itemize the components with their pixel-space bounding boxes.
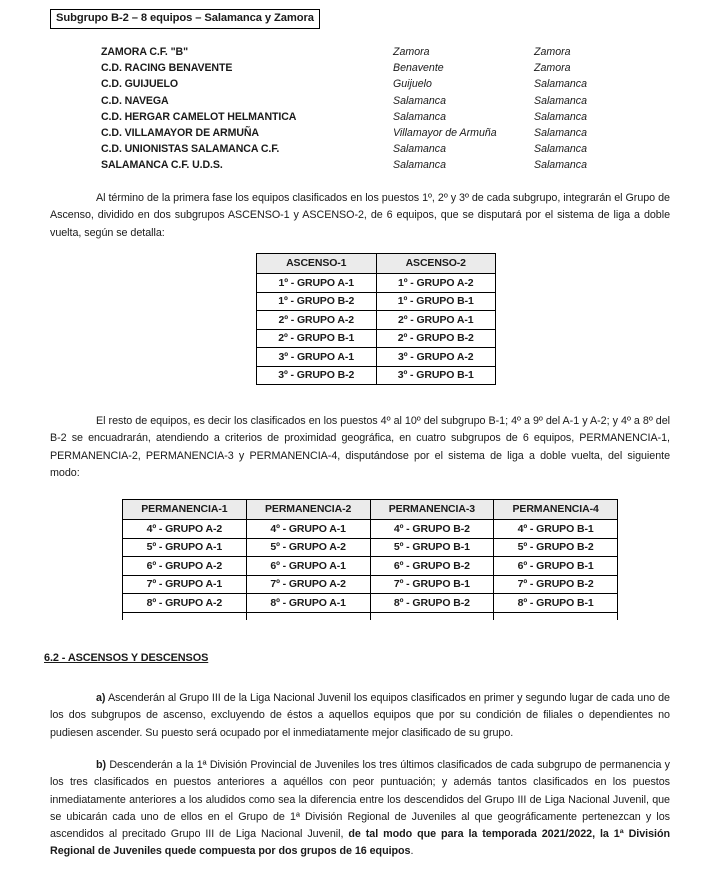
paragraph-permanencia-intro xyxy=(50,413,670,482)
item-b-text-part2: . xyxy=(410,845,414,858)
permanencia-cell: 5º - GRUPO B-2 xyxy=(494,538,618,557)
permanencia-cell xyxy=(246,612,370,620)
ascenso-cell: 1º - GRUPO B-2 xyxy=(257,292,377,311)
team-city: Zamora xyxy=(393,46,430,58)
permanencia-column-header: PERMANENCIA-3 xyxy=(370,500,494,520)
team-name: C.D. HERGAR CAMELOT HELMANTICA xyxy=(101,110,297,123)
ascenso-column-header: ASCENSO-1 xyxy=(257,254,377,274)
permanencia-cell: 8º - GRUPO A-1 xyxy=(246,594,370,613)
permanencia-cell: 4º - GRUPO B-2 xyxy=(370,520,494,539)
paragraph-item-b xyxy=(50,757,670,861)
permanencia-cell: 5º - GRUPO A-1 xyxy=(123,538,247,557)
ascenso-cell: 2º - GRUPO A-2 xyxy=(257,311,377,330)
team-province: Zamora xyxy=(534,46,571,58)
permanencia-cell: 8º - GRUPO B-2 xyxy=(370,594,494,613)
item-b-text-part1: Descenderán a la 1ª División Provincial de Juveniles los tres últimos clasificados de cada subgrupo de permanencia y los tres clasificados en puestos anteriores a aquéllos con peor puntuación; y además tantos clasificados en los puestos inmediatamente anteriores a los aludidos como sea la diferencia entre los descendidos del Grupo III de Liga Nacional Juvenil, que se ubicarán cada uno de ellos en el Grupo de 1ª División Regional de Juveniles al que geográficamente pertenezcan y los ascendidos al precitado Grupo III de Liga Nacional Juvenil, xyxy=(50,759,670,841)
team-name: SALAMANCA C.F. U.D.S. xyxy=(101,159,223,172)
permanencia-cell: 6º - GRUPO B-2 xyxy=(370,557,494,576)
paragraph-item-a xyxy=(50,690,670,742)
item-b-label: b) xyxy=(96,759,107,771)
permanencia-cell xyxy=(494,612,618,620)
team-row xyxy=(0,159,720,175)
paragraph-ascenso-intro xyxy=(50,190,670,242)
ascenso-row xyxy=(257,348,496,367)
permanencia-header-row xyxy=(123,500,618,520)
team-city: Salamanca xyxy=(393,110,446,123)
permanencia-column-header: PERMANENCIA-1 xyxy=(123,500,247,520)
permanencia-cell: 8º - GRUPO A-2 xyxy=(123,594,247,613)
team-name: C.D. RACING BENAVENTE xyxy=(101,62,233,75)
team-row xyxy=(0,62,720,78)
permanencia-row xyxy=(123,575,618,594)
team-province: Zamora xyxy=(534,62,571,75)
item-a-label: a) xyxy=(96,692,106,704)
section-heading-62: 6.2 - ASCENSOS Y DESCENSOS xyxy=(44,652,209,664)
permanencia-row xyxy=(123,520,618,539)
ascenso-table-head xyxy=(257,254,496,274)
ascenso-column-header: ASCENSO-2 xyxy=(376,254,496,274)
ascenso-table xyxy=(256,253,496,385)
team-name: C.D. NAVEGA xyxy=(101,94,169,107)
ascenso-cell: 2º - GRUPO A-1 xyxy=(376,311,496,330)
paragraph-ascenso-intro-text: Al término de la primera fase los equipos clasificados en los puestos 1º, 2º y 3º de cada subgrupo, integrarán el Grupo de Ascenso, dividido en dos subgrupos ASCENSO-1 y ASCENSO-2, de 6 equipos, que se disputará por el sistema de liga a doble vuelta, según se detalla: xyxy=(50,192,670,239)
team-row xyxy=(0,46,720,62)
ascenso-header-row xyxy=(257,254,496,274)
permanencia-cell: 7º - GRUPO B-1 xyxy=(370,575,494,594)
ascenso-row xyxy=(257,292,496,311)
permanencia-cell xyxy=(123,612,247,620)
team-city: Villamayor de Armuña xyxy=(393,126,497,139)
ascenso-cell: 3º - GRUPO B-1 xyxy=(376,366,496,385)
ascenso-cell: 1º - GRUPO B-1 xyxy=(376,292,496,311)
team-row xyxy=(0,95,720,111)
permanencia-row xyxy=(123,538,618,557)
team-province: Salamanca xyxy=(534,159,587,172)
permanencia-cell: 6º - GRUPO B-1 xyxy=(494,557,618,576)
team-name: C.D. UNIONISTAS SALAMANCA C.F. xyxy=(101,143,280,156)
team-province: Salamanca xyxy=(534,78,587,91)
permanencia-partial-row xyxy=(123,612,618,620)
team-city: Benavente xyxy=(393,62,444,75)
team-province: Salamanca xyxy=(534,110,587,123)
ascenso-cell: 3º - GRUPO B-2 xyxy=(257,366,377,385)
permanencia-cell: 4º - GRUPO A-2 xyxy=(123,520,247,539)
permanencia-cell: 4º - GRUPO A-1 xyxy=(246,520,370,539)
permanencia-cell: 7º - GRUPO B-2 xyxy=(494,575,618,594)
permanencia-column-header: PERMANENCIA-2 xyxy=(246,500,370,520)
permanencia-cell: 6º - GRUPO A-1 xyxy=(246,557,370,576)
ascenso-table-body xyxy=(257,274,496,385)
team-row xyxy=(0,111,720,127)
subgroup-title-box: Subgrupo B-2 – 8 equipos – Salamanca y Zamora xyxy=(50,9,320,29)
paragraph-permanencia-intro-text: El resto de equipos, es decir los clasificados en los puestos 4º al 10º del subgrupo B-1; 4º a 9º del A-1 y A-2; y 4º a 8º del B-2 se encuadrarán, atendiendo a criterios de proximidad geográfica, en cuatro subgrupos de 6 equipos, PERMANENCIA-1, PERMANENCIA-2, PERMANENCIA-3 y PERMANENCIA-4, disputándose por el sistema de liga a doble vuelta, del siguiente modo: xyxy=(50,415,670,479)
permanencia-cell: 5º - GRUPO A-2 xyxy=(246,538,370,557)
team-name: C.D. VILLAMAYOR DE ARMUÑA xyxy=(101,126,259,139)
team-city: Salamanca xyxy=(393,143,446,156)
permanencia-table-body xyxy=(123,520,618,620)
team-row xyxy=(0,127,720,143)
permanencia-cell: 5º - GRUPO B-1 xyxy=(370,538,494,557)
team-city: Salamanca xyxy=(393,94,446,107)
permanencia-row xyxy=(123,594,618,613)
team-row xyxy=(0,78,720,94)
team-name: C.D. GUIJUELO xyxy=(101,78,178,91)
permanencia-cell: 8º - GRUPO B-1 xyxy=(494,594,618,613)
ascenso-cell: 3º - GRUPO A-1 xyxy=(257,348,377,367)
permanencia-cell xyxy=(370,612,494,620)
permanencia-table xyxy=(122,499,618,620)
teams-list xyxy=(0,46,720,176)
team-province: Salamanca xyxy=(534,94,587,107)
team-city: Salamanca xyxy=(393,159,446,172)
permanencia-column-header: PERMANENCIA-4 xyxy=(494,500,618,520)
ascenso-cell: 1º - GRUPO A-1 xyxy=(257,274,377,293)
permanencia-table-head xyxy=(123,500,618,520)
item-a-text: Ascenderán al Grupo III de la Liga Nacional Juvenil los equipos clasificados en primer y segundo lugar de cada uno de los dos subgrupos de ascenso, excluyendo de éstos a aquellos equipos que por su condición de filiales o dependientes no pudiesen ascender. Su puesto será ocupado por el inmediatamente mejor clasificado de su grupo. xyxy=(50,692,670,739)
team-row xyxy=(0,143,720,159)
ascenso-row xyxy=(257,329,496,348)
ascenso-row xyxy=(257,311,496,330)
permanencia-cell: 6º - GRUPO A-2 xyxy=(123,557,247,576)
table-bottom-clip xyxy=(122,629,620,643)
ascenso-row xyxy=(257,274,496,293)
permanencia-cell: 7º - GRUPO A-1 xyxy=(123,575,247,594)
ascenso-cell: 1º - GRUPO A-2 xyxy=(376,274,496,293)
permanencia-cell: 4º - GRUPO B-1 xyxy=(494,520,618,539)
ascenso-cell: 3º - GRUPO A-2 xyxy=(376,348,496,367)
team-province: Salamanca xyxy=(534,143,587,156)
permanencia-row xyxy=(123,557,618,576)
team-province: Salamanca xyxy=(534,126,587,139)
ascenso-row xyxy=(257,366,496,385)
ascenso-cell: 2º - GRUPO B-1 xyxy=(257,329,377,348)
ascenso-cell: 2º - GRUPO B-2 xyxy=(376,329,496,348)
item-b-text-bold: de tal modo que para la temporada 2021/2022, la 1ª División Regional de Juveniles quede compuesta por dos grupos de 16 equipos xyxy=(50,828,670,858)
team-city: Guijuelo xyxy=(393,78,432,91)
permanencia-cell: 7º - GRUPO A-2 xyxy=(246,575,370,594)
team-name: ZAMORA C.F. "B" xyxy=(101,46,189,58)
